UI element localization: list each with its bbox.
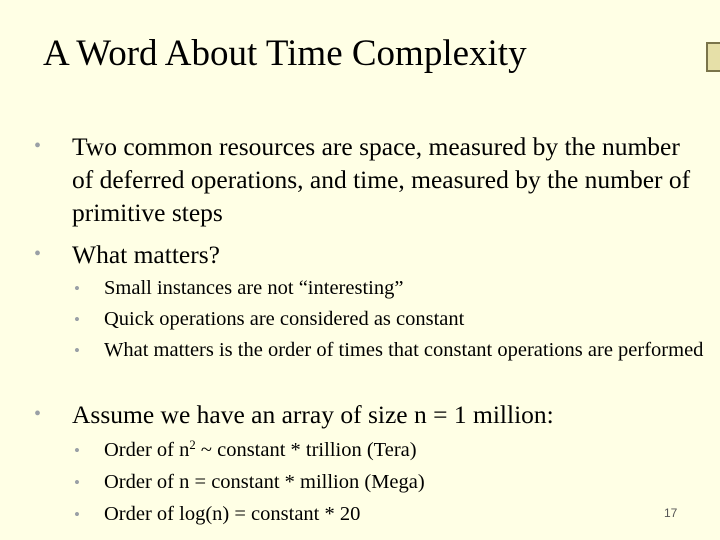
bullet-text: Quick operations are considered as constant [104,308,465,330]
sub-bullet-item [74,468,704,497]
bullet-text [104,439,417,461]
bullet-text-part: Order of n [104,439,190,461]
bullet-dot-icon: • [74,505,80,524]
sub-bullet-item [74,500,704,529]
bullet-dot-icon: • [74,310,80,329]
bullet-dot-icon: • [74,441,80,460]
bullet-dot-icon: • [74,473,80,492]
exponent: 2 [189,438,196,453]
bullet-text-part: ~ constant * trillion (Tera) [195,439,417,461]
sub-bullet-item [74,274,704,303]
bullet-dot-icon: • [74,279,80,298]
bullet-dot-icon: • [34,243,42,265]
bullet-text: What matters is the order of times that constant operations are performed [104,339,704,361]
bullet-text: Order of n = constant * million (Mega) [104,471,425,493]
sub-bullet-item [74,305,704,334]
bullet-text: What matters? [72,240,220,269]
bullet-item [34,398,702,431]
page-number: 17 [664,506,678,520]
sub-bullet-item [74,336,704,365]
bullet-text: Small instances are not “interesting” [104,277,404,299]
sub-bullet-item [74,436,704,465]
bullet-dot-icon: • [74,341,80,360]
bullet-item [34,130,702,229]
slide-title: A Word About Time Complexity [43,33,527,74]
bullet-text: Order of log(n) = constant * 20 [104,503,361,525]
bullet-item [34,238,702,271]
bullet-text: Two common resources are space, measured by the number of deferred operations, and time, measured by the number of primitive steps [72,132,691,227]
bullet-dot-icon: • [34,135,42,157]
corner-decoration [706,42,720,72]
bullet-text: Assume we have an array of size n = 1 million: [72,400,554,429]
bullet-dot-icon: • [34,403,42,425]
